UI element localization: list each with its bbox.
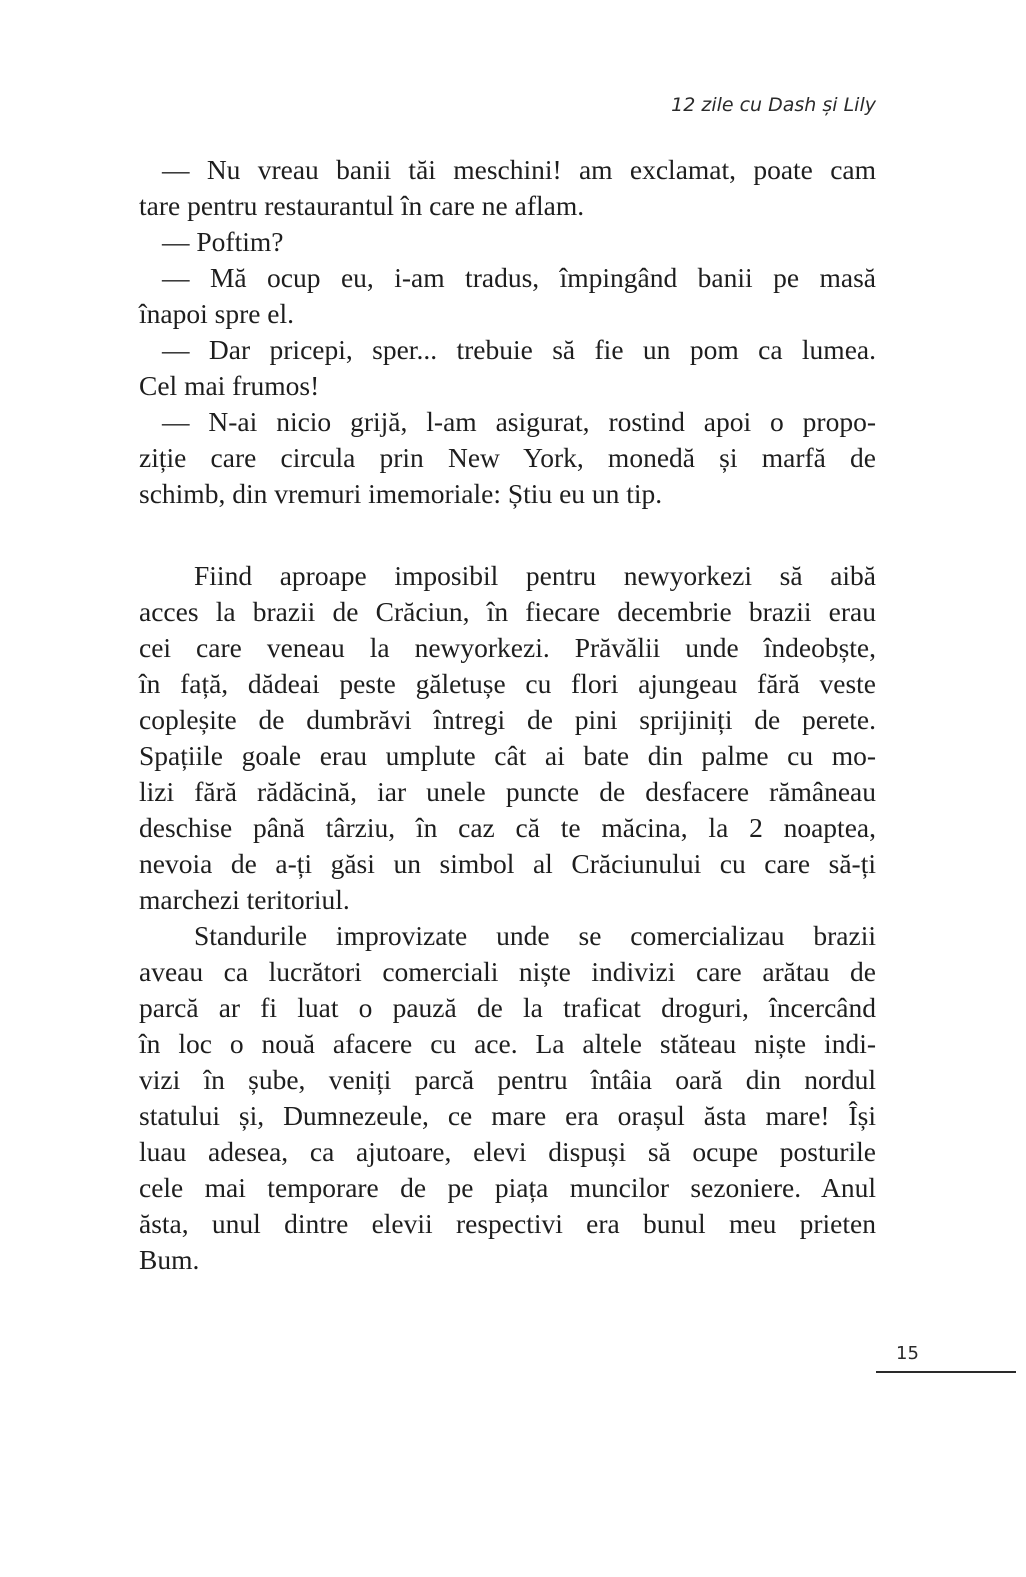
text-line: nevoia de a-ți găsi un simbol al Crăciunului cu care să-ți [139, 848, 876, 879]
dialogue-block [139, 152, 876, 512]
footer-rule [876, 1371, 1016, 1373]
text-line: statului și, Dumnezeule, ce mare era orașul ăsta mare! Își [139, 1100, 876, 1131]
text-line: copleșite de dumbrăvi întregi de pini sprijiniți de perete. [139, 704, 876, 735]
text-line: în față, dădeai peste găletușe cu flori ajungeau fără veste [139, 668, 876, 699]
text-line: — Nu vreau banii tăi meschini! am exclamat, poate cam [162, 154, 876, 185]
text-line: Fiind aproape imposibil pentru newyorkezi să aibă [194, 560, 876, 591]
text-line: ăsta, unul dintre elevii respectivi era bunul meu prieten [139, 1208, 876, 1239]
text-line: vizi în șube, veniți parcă pentru întâia oară din nordul [139, 1064, 876, 1095]
text-line: Standurile improvizate unde se comercializau brazii [194, 920, 876, 951]
text-line: Cel mai frumos! [139, 370, 320, 401]
text-line: înapoi spre el. [139, 298, 295, 329]
text-line: schimb, din vremuri imemoriale: Știu eu un tip. [139, 478, 663, 509]
text-line: ziție care circula prin New York, monedă și marfă de [139, 442, 876, 473]
text-line: acces la brazii de Crăciun, în fiecare decembrie brazii erau [139, 596, 876, 627]
paragraph-tree-stands [139, 918, 876, 1278]
text-line: deschise până târziu, în caz că te măcina, la 2 noaptea, [139, 812, 876, 843]
text-line: luau adesea, ca ajutoare, elevi dispuși să ocupe posturile [139, 1136, 876, 1167]
paragraph-trees-arrive [139, 558, 876, 918]
text-line: cei care veneau la newyorkezi. Prăvălii unde îndeobște, [139, 632, 876, 663]
text-line: Bum. [139, 1244, 200, 1275]
text-line: — Poftim? [162, 226, 284, 257]
text-line: — Dar pricepi, sper... trebuie să fie un pom ca lumea. [162, 334, 876, 365]
text-line: — N-ai nicio grijă, l-am asigurat, rostind apoi o propo- [162, 406, 876, 437]
running-header-title: 12 zile cu Dash și Lily [671, 94, 876, 116]
text-line: lizi fără rădăcină, iar unele puncte de desfacere rămâneau [139, 776, 876, 807]
text-line: parcă ar fi luat o pauză de la traficat droguri, încercând [139, 992, 876, 1023]
text-line: aveau ca lucrători comerciali niște indivizi care arătau de [139, 956, 876, 987]
page-number: 15 [896, 1343, 919, 1364]
text-line: Spațiile goale erau umplute cât ai bate din palme cu mo- [139, 740, 876, 771]
text-line: în loc o nouă afacere cu ace. La altele stăteau niște indi- [139, 1028, 876, 1059]
text-line: tare pentru restaurantul în care ne aflam. [139, 190, 585, 221]
text-line: cele mai temporare de pe piața muncilor sezoniere. Anul [139, 1172, 876, 1203]
text-line: — Mă ocup eu, i-am tradus, împingând banii pe masă [162, 262, 876, 293]
text-line: marchezi teritoriul. [139, 884, 350, 915]
